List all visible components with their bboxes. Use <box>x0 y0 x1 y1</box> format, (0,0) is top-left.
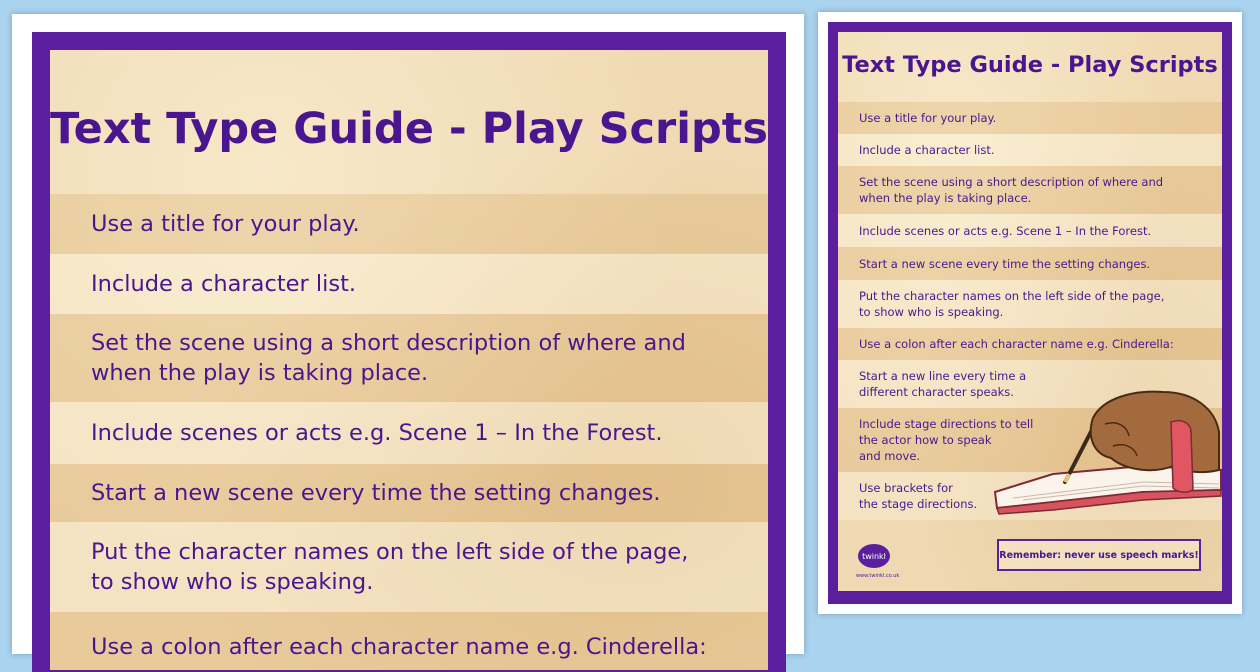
list-item: Use a title for your play. <box>50 194 768 254</box>
list-item: Use a title for your play. <box>838 102 1222 134</box>
hand-writing-illustration <box>993 362 1222 522</box>
list-item: Include a character list. <box>50 254 768 314</box>
list-item: Set the scene using a short description of where and when the play is taking place. <box>50 314 768 402</box>
poster-frame <box>32 32 786 672</box>
poster-list <box>50 194 768 670</box>
list-item: Include a character list. <box>838 134 1222 166</box>
preview-parchment <box>838 32 1222 591</box>
list-item: Use a colon after each character name e.g. Cinderella: <box>50 612 768 670</box>
logo-url: www.twinkl.co.uk <box>856 573 900 579</box>
poster-parchment <box>50 50 768 670</box>
list-item: Start a new line every time a different character speaks. <box>838 360 1222 408</box>
list-item: Include scenes or acts e.g. Scene 1 – In the Forest. <box>838 214 1222 247</box>
poster-card <box>12 14 804 660</box>
preview-frame <box>828 22 1232 604</box>
preview-title: Text Type Guide - Play Scripts <box>842 52 1218 78</box>
svg-text:twinkl: twinkl <box>862 552 886 561</box>
list-item: Put the character names on the left side of the page, to show who is speaking. <box>50 522 768 612</box>
list-item: Start a new scene every time the setting changes. <box>50 464 768 522</box>
list-item: Include scenes or acts e.g. Scene 1 – In the Forest. <box>50 402 768 464</box>
list-item: Start a new scene every time the setting changes. <box>838 247 1222 280</box>
preview-card <box>818 12 1242 614</box>
twinkl-logo-icon <box>856 540 892 572</box>
reminder-box: Remember: never use speech marks! <box>997 539 1201 571</box>
list-item: Use a colon after each character name e.g. Cinderella: <box>838 328 1222 360</box>
list-item: Include stage directions to tell the actor how to speak and move. <box>838 408 1222 472</box>
list-item: Set the scene using a short description of where and when the play is taking place. <box>838 166 1222 214</box>
list-item: Use brackets for the stage directions. <box>838 472 1222 520</box>
list-item: Put the character names on the left side of the page, to show who is speaking. <box>838 280 1222 328</box>
poster-title: Text Type Guide - Play Scripts <box>50 104 768 154</box>
